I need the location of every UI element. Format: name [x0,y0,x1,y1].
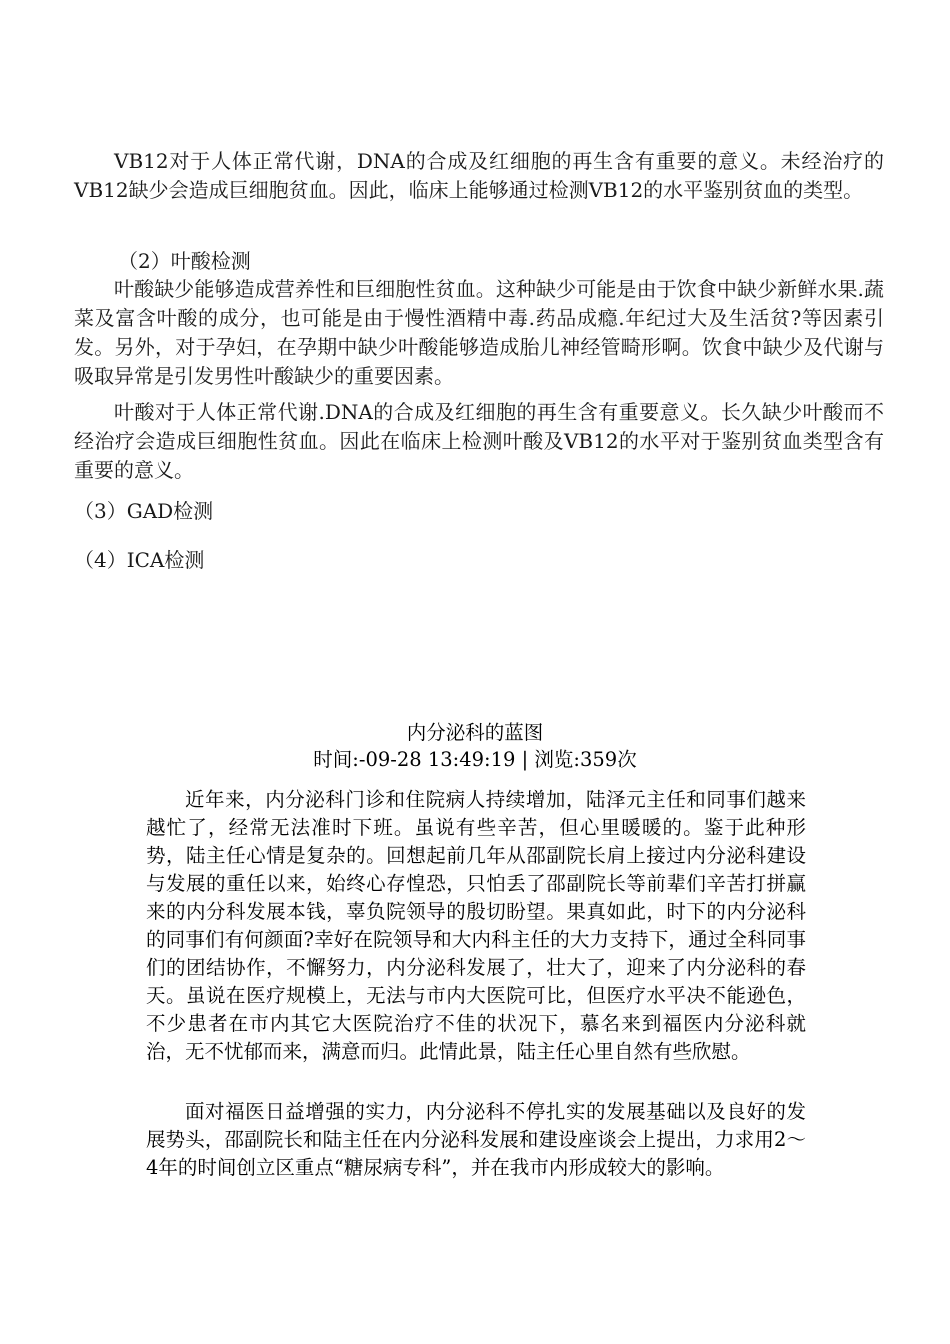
article-title: 内分泌科的蓝图 [406,721,544,744]
ica-section-heading: （4）ICA检测 [74,548,205,572]
article-paragraph-2 [146,1098,806,1182]
article-paragraph-1 [146,786,806,1066]
article-paragraph-2-text: 面对福医日益增强的实力，内分泌科不停扎实的发展基础以及良好的发展势头，邵副院长和陆主任在内分泌科发展和建设座谈会上提出，力求用2～4年的时间创立区重点“糖尿病专科”，并在我市内形成较大的影响。 [146,1100,806,1179]
gad-section-heading: （3）GAD检测 [74,499,214,523]
vb12-paragraph [74,147,884,205]
article-paragraph-1-text: 近年来，内分泌科门诊和住院病人持续增加，陆泽元主任和同事们越来越忙了，经常无法准时下班。虽说有些辛苦，但心里暖暖的。鉴于此种形势，陆主任心情是复杂的。回想起前几年从邵副院长肩上接过内分泌科建设与发展的重任以来，始终心存惶恐，只怕丢了邵副院长等前辈们辛苦打拼赢来的内分科发展本钱，辜负院领导的殷切盼望。果真如此，时下的内分泌科的同事们有何颜面?幸好在院领导和大内科主任的大力支持下，通过全科同事们的团结协作，不懈努力，内分泌科发展了，壮大了，迎来了内分泌科的春天。虽说在医疗规模上，无法与市内大医院可比，但医疗水平决不能逊色，不少患者在市内其它大医院治疗不佳的状况下，慕名来到福医内分泌科就治，无不忧郁而来，满意而归。此情此景，陆主任心里自然有些欣慰。 [146,788,806,1063]
folate-paragraph [74,275,884,391]
folate-paragraph-text: 叶酸缺少能够造成营养性和巨细胞性贫血。这种缺少可能是由于饮食中缺少新鲜水果.蔬菜及富含叶酸的成分，也可能是由于慢性酒精中毒.药品成瘾.年纪过大及生活贫?等因素引发。另外，对于孕妇，在孕期中缺少叶酸能够造成胎儿神经管畸形啊。饮食中缺少及代谢与吸取异常是引发男性叶酸缺少的重要因素。 [74,277,884,388]
folate-importance-paragraph [74,398,884,485]
folate-importance-paragraph-text: 叶酸对于人体正常代谢.DNA的合成及红细胞的再生含有重要意义。长久缺少叶酸而不经治疗会造成巨细胞性贫血。因此在临床上检测叶酸及VB12的水平对于鉴别贫血类型含有重要的意义。 [74,400,884,482]
article-meta: 时间:-09-28 13:49:19 | 浏览:359次 [313,748,637,771]
folate-section-heading: （2）叶酸检测 [118,249,251,273]
vb12-paragraph-text: VB12对于人体正常代谢，DNA的合成及红细胞的再生含有重要的意义。未经治疗的VB12缺少会造成巨细胞贫血。因此，临床上能够通过检测VB12的水平鉴别贫血的类型。 [74,149,884,202]
